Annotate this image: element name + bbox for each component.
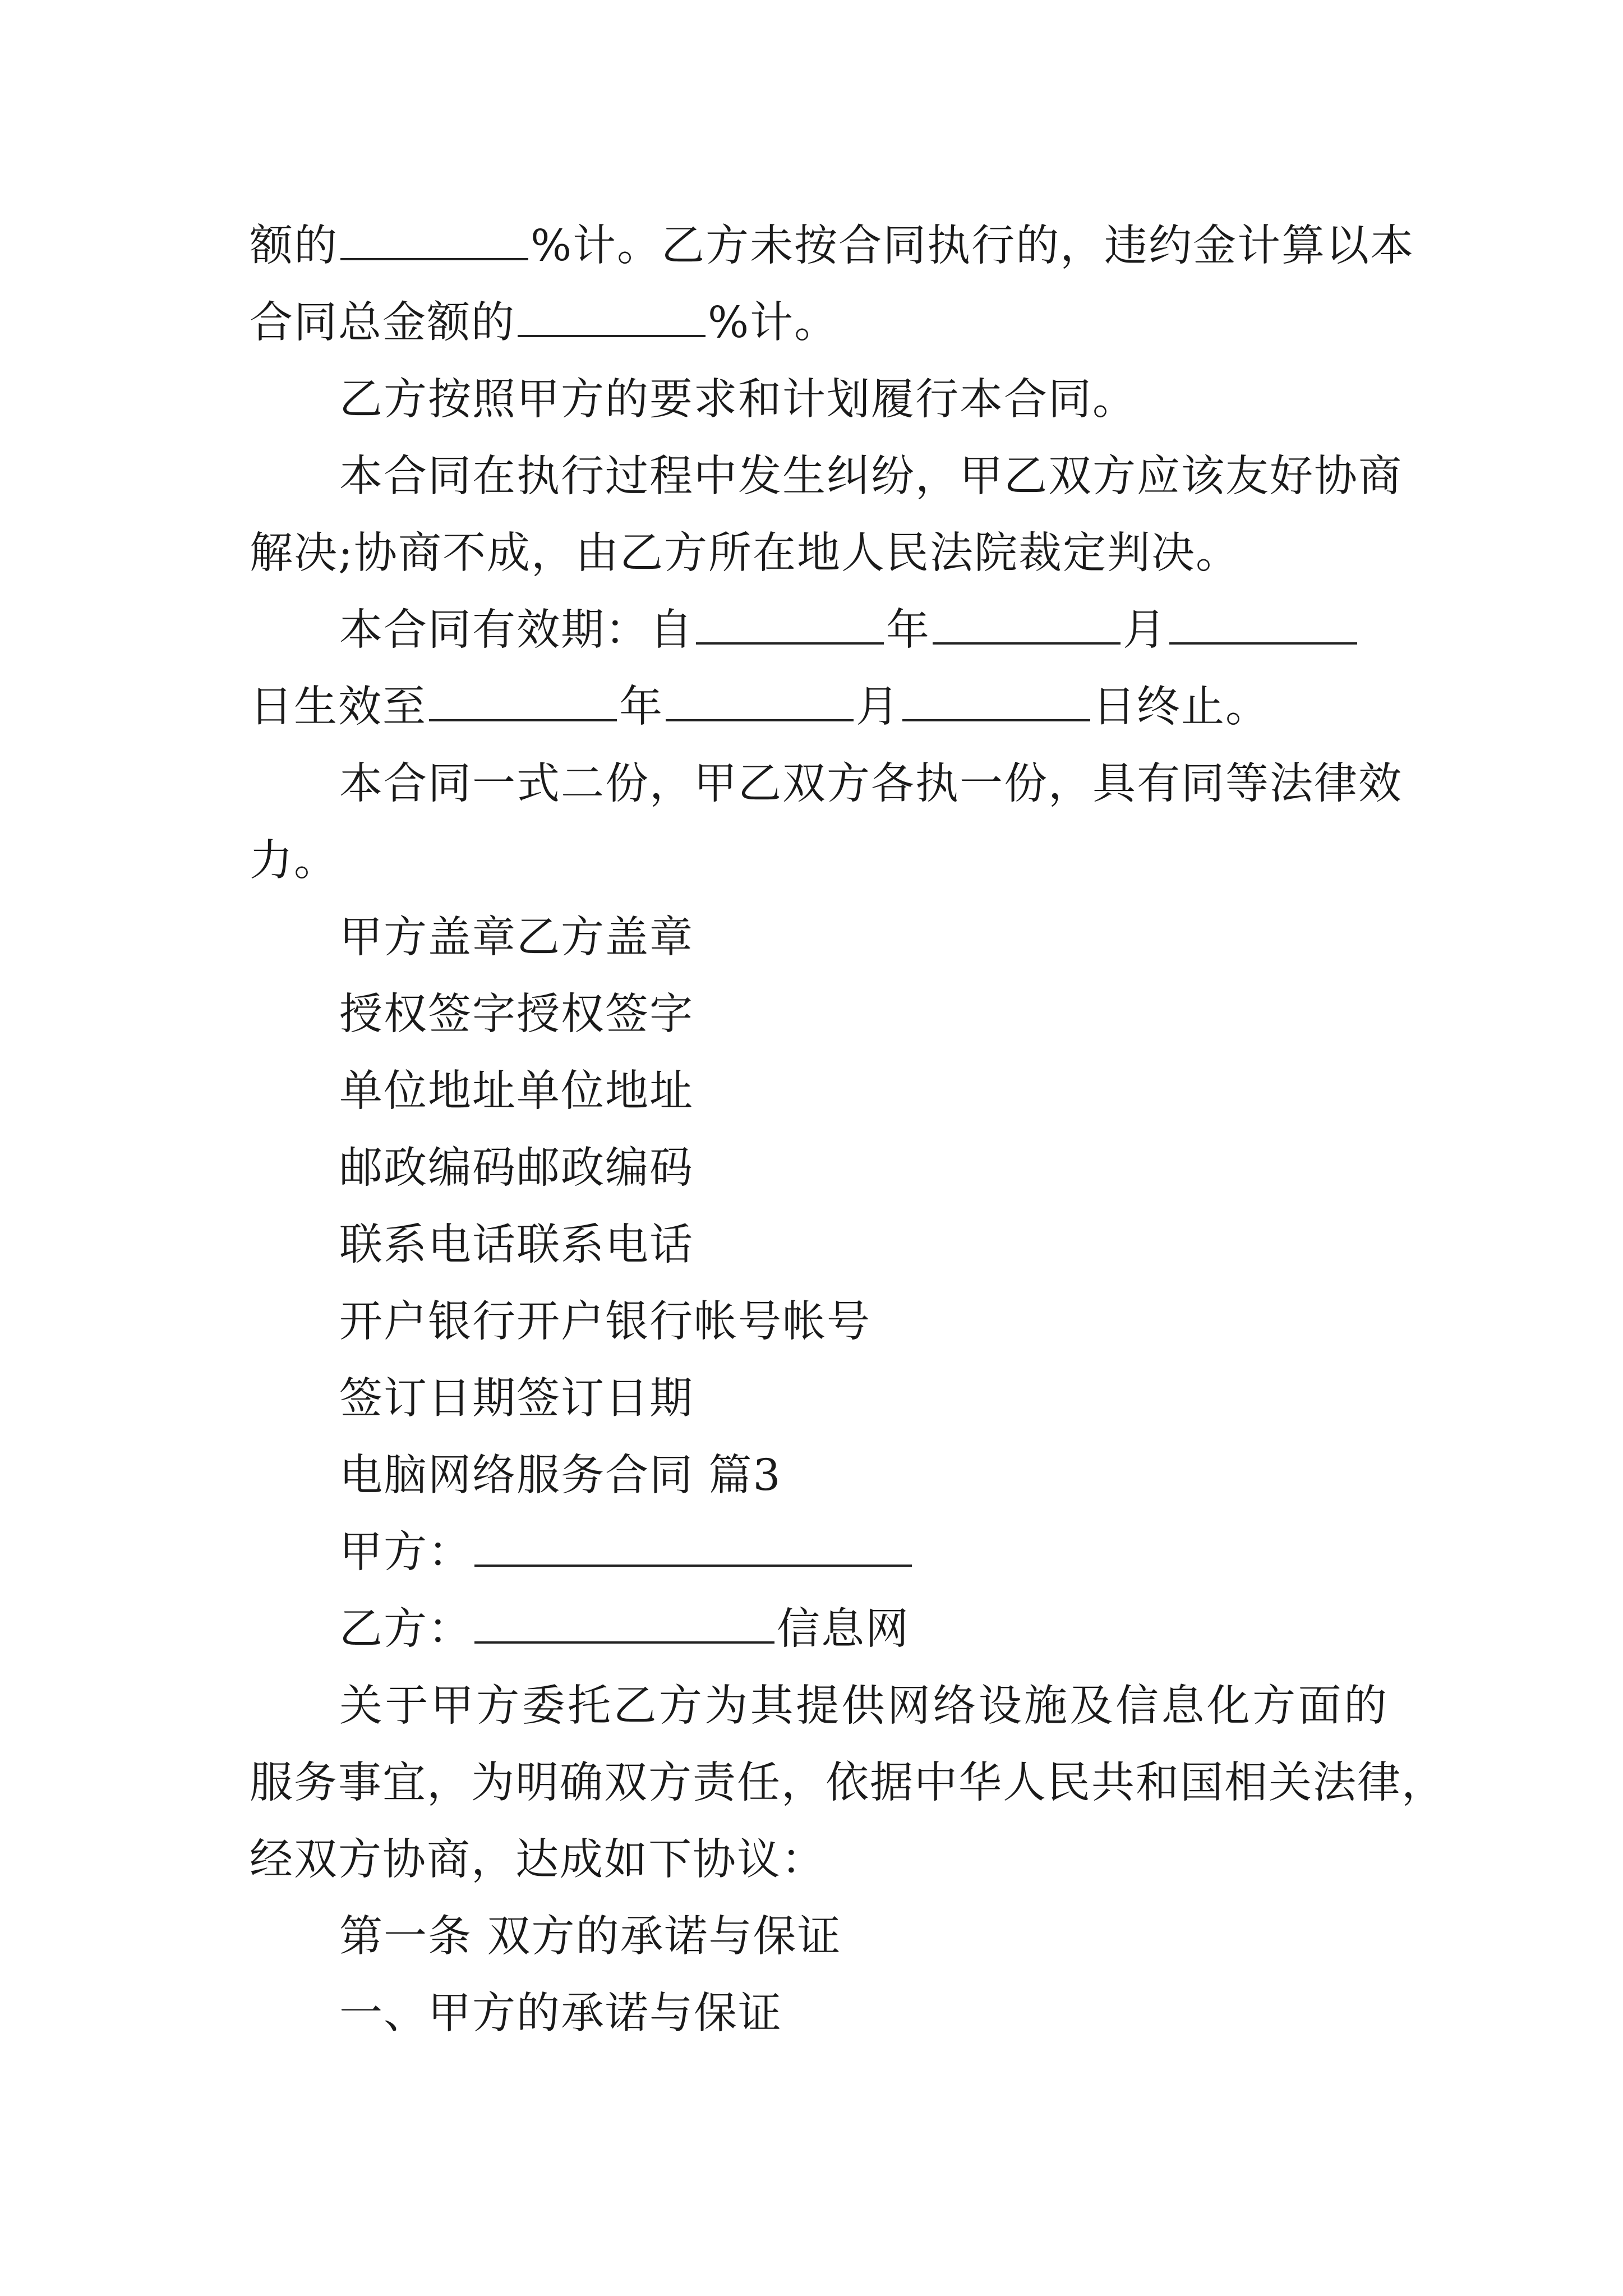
text-span: %计。乙方未按合同执行的，违约金计算以本: [531, 221, 1415, 271]
text-span: 关于甲方委托乙方为其提供网络设施及信息化方面的: [339, 1681, 1388, 1731]
fill-blank: [696, 608, 884, 645]
text-line: [250, 1514, 1388, 1591]
text-span: 日生效至: [250, 682, 427, 732]
text-span: %计。: [708, 298, 839, 348]
section-heading: [250, 1437, 1388, 1514]
text-line: [250, 438, 1403, 515]
fill-blank: [474, 1607, 774, 1644]
text-span: 服务事宜，为明确双方责任，依据中华人民共和国相关法律，: [250, 1758, 1446, 1808]
fill-blank: [518, 300, 706, 337]
text-line: [250, 899, 1388, 976]
text-line: [250, 361, 1388, 438]
article-heading: [250, 1898, 1388, 1975]
text-span: 月: [1123, 605, 1167, 655]
text-line: [250, 1360, 1388, 1437]
text-span: 额的: [250, 221, 338, 271]
text-line: [250, 1207, 1388, 1283]
fill-blank: [902, 684, 1090, 721]
text-line: [250, 1821, 1388, 1898]
fill-blank: [666, 684, 854, 721]
subsection-heading: [250, 1975, 1388, 2052]
document-body: [250, 208, 1446, 2052]
text-line: [250, 1591, 1388, 1668]
text-span: 签订日期签订日期: [339, 1374, 694, 1424]
text-span: 单位地址单位地址: [339, 1066, 694, 1116]
text-span: 年: [886, 605, 930, 655]
text-span: 授权签字授权签字: [339, 990, 694, 1039]
text-line: [250, 1283, 1388, 1360]
text-span: 邮政编码邮政编码: [339, 1143, 694, 1193]
text-line: [250, 592, 1388, 669]
text-span: 月: [856, 682, 900, 732]
text-span: 解决;协商不成，由乙方所在地人民法院裁定判决。: [250, 528, 1240, 578]
text-line: [250, 1745, 1446, 1821]
text-line: [250, 1130, 1388, 1207]
text-span: 日终止。: [1092, 682, 1270, 732]
text-span: 第一条 双方的承诺与保证: [339, 1912, 842, 1962]
text-span: 甲方盖章乙方盖章: [339, 913, 694, 963]
text-span: 合同总金额的: [250, 298, 515, 348]
text-span: 乙方按照甲方的要求和计划履行本合同。: [339, 375, 1137, 425]
text-span: 本合同有效期：自: [339, 605, 694, 655]
text-line: [250, 1053, 1388, 1130]
text-span: 本合同一式二份，甲乙双方各执一份，具有同等法律效: [339, 759, 1403, 809]
text-span: 信息网: [777, 1604, 910, 1654]
fill-blank: [474, 1530, 912, 1567]
text-line: [250, 669, 1388, 746]
text-span: 电脑网络服务合同 篇3: [339, 1451, 782, 1501]
text-line: [250, 284, 1388, 361]
text-line: [250, 822, 1388, 899]
text-span: 甲方：: [339, 1527, 472, 1577]
text-line: [250, 746, 1403, 822]
text-span: 乙方：: [339, 1604, 472, 1654]
text-span: 本合同在执行过程中发生纠纷，甲乙双方应该友好协商: [339, 452, 1403, 501]
text-span: 经双方协商，达成如下协议：: [250, 1835, 826, 1885]
fill-blank: [933, 608, 1121, 645]
fill-blank: [1169, 608, 1357, 645]
text-span: 一、甲方的承诺与保证: [339, 1989, 782, 2039]
text-span: 年: [619, 682, 663, 732]
text-line: [250, 208, 1415, 284]
fill-blank: [429, 684, 617, 721]
text-span: 联系电话联系电话: [339, 1220, 694, 1270]
fill-blank: [340, 223, 528, 260]
text-line: [250, 1668, 1388, 1745]
text-span: 力。: [250, 836, 338, 886]
text-line: [250, 976, 1388, 1053]
text-line: [250, 515, 1388, 592]
text-span: 开户银行开户银行帐号帐号: [339, 1297, 871, 1347]
